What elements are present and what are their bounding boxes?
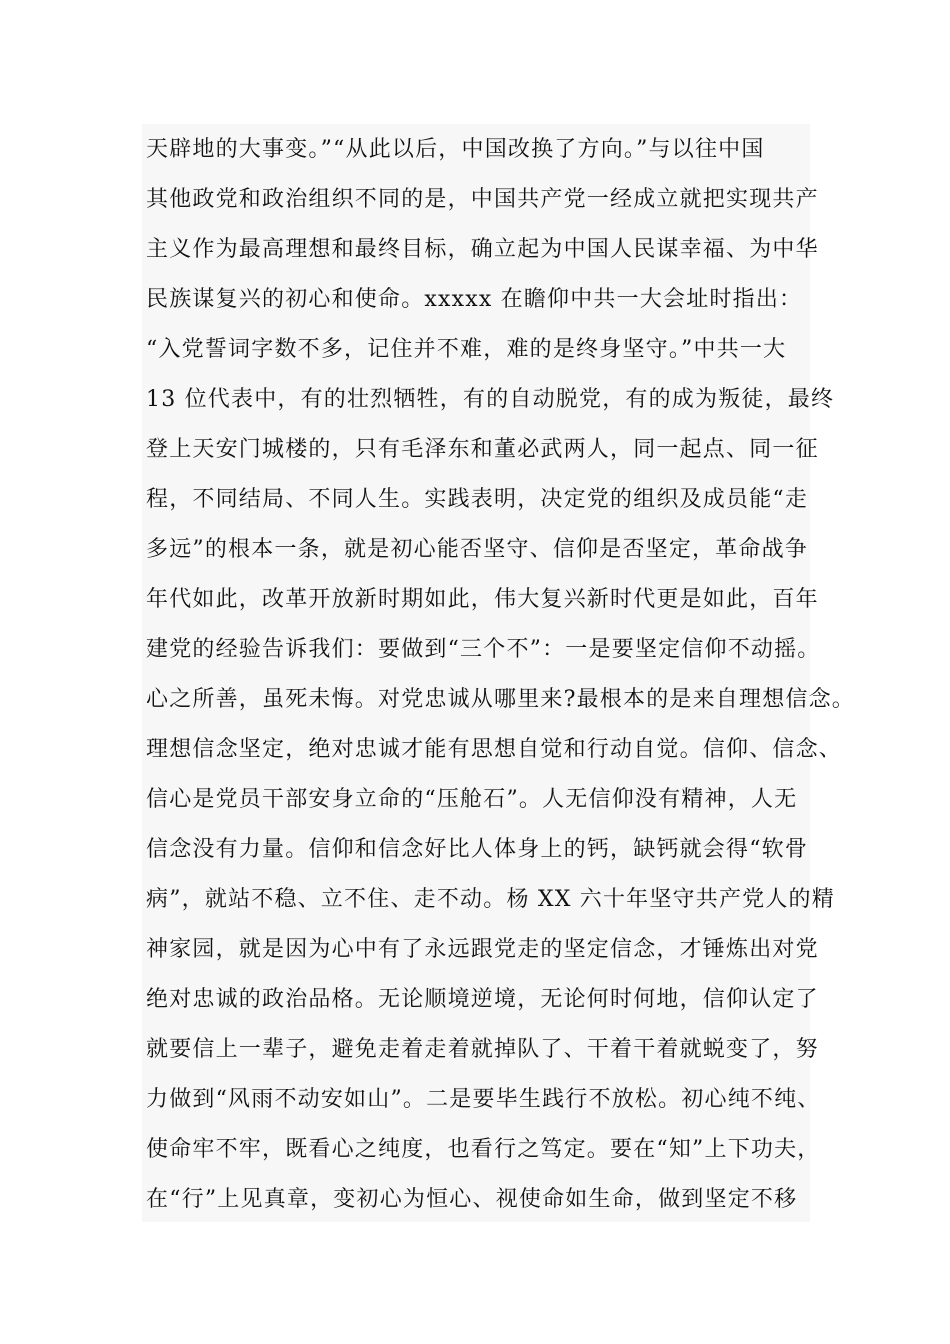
text-line: 登上天安门城楼的，只有毛泽东和董必武两人，同一起点、同一征 [146, 437, 819, 462]
text-line: 主义作为最高理想和最终目标，确立起为中国人民谋幸福、为中华 [146, 237, 819, 262]
text-line: 建党的经验告诉我们：要做到“三个不”：一是要坚定信仰不动摇。 [146, 637, 821, 662]
text-line: 就要信上一辈子，避免走着走着就掉队了、干着干着就蜕变了，努 [146, 1037, 819, 1062]
text-line: 多远”的根本一条，就是初心能否坚守、信仰是否坚定，革命战争 [146, 537, 809, 562]
text-line: 其他政党和政治组织不同的是，中国共产党一经成立就把实现共产 [146, 187, 819, 212]
text-line: 信念没有力量。信仰和信念好比人体身上的钙，缺钙就会得“软骨 [146, 837, 809, 862]
text-line: 心之所善，虽死未悔。对党忠诚从哪里来?最根本的是来自理想信念。 [146, 687, 855, 712]
text-line: 使命牢不牢，既看心之纯度，也看行之笃定。要在“知”上下功夫， [146, 1137, 821, 1162]
text-line: 力做到“风雨不动安如山”。二是要毕生践行不放松。初心纯不纯、 [146, 1087, 821, 1112]
text-line: 绝对忠诚的政治品格。无论顺境逆境，无论何时何地，信仰认定了 [146, 987, 819, 1012]
text-line: 理想信念坚定，绝对忠诚才能有思想自觉和行动自觉。信仰、信念、 [146, 737, 843, 762]
text-line: 程，不同结局、不同人生。实践表明，决定党的组织及成员能“走 [146, 487, 809, 512]
text-line: 13 位代表中，有的壮烈牺牲，有的自动脱党，有的成为叛徒，最终 [146, 387, 835, 412]
text-line: 神家园，就是因为心中有了永远跟党走的坚定信念，才锤炼出对党 [146, 937, 819, 962]
text-line: 民族谋复兴的初心和使命。xxxxx 在瞻仰中共一大会址时指出： [146, 287, 803, 312]
text-line: 天辟地的大事变。”“从此以后，中国改换了方向。”与以往中国 [146, 137, 765, 162]
text-line: 年代如此，改革开放新时期如此，伟大复兴新时代更是如此，百年 [146, 587, 819, 612]
text-line: 信心是党员干部安身立命的“压舱石”。人无信仰没有精神，人无 [146, 787, 798, 812]
text-line: 病”，就站不稳、立不住、走不动。杨 XX 六十年坚守共产党人的精 [146, 887, 835, 912]
text-line: “入党誓词字数不多，记住并不难，难的是终身坚守。”中共一大 [146, 337, 787, 362]
text-line: 在“行”上见真章，变初心为恒心、视使命如生命，做到坚定不移 [146, 1187, 798, 1212]
